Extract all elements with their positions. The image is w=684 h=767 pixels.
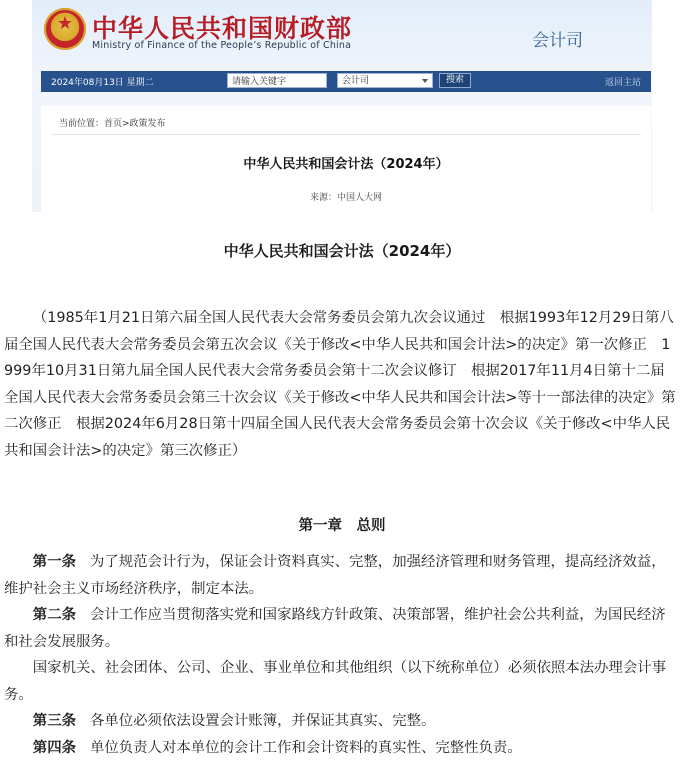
article-item: [4, 655, 676, 708]
article-text: 单位负责人对本单位的会计工作和会计资料的真实性、完整性负责。: [89, 739, 522, 756]
article-title: 中华人民共和国会计法（2024年）: [223, 242, 461, 260]
article-text: 为了规范会计行为，保证会计资料真实、完整，加强经济管理和财务管理，提高经济效益，维护社会主义市场经济秩序，制定本法。: [4, 554, 666, 597]
article-source: 来源：中国人大网: [309, 193, 382, 203]
divider: [51, 134, 641, 135]
chevron-down-icon: [422, 79, 428, 83]
site-title-en: Ministry of Finance of the People’s Republic of China: [92, 40, 352, 51]
article-list: [4, 549, 676, 761]
top-navbar: [41, 71, 651, 92]
article-text: 国家机关、社会团体、公司、企业、事业单位和其他组织（以下统称单位）必须依照本法办理会计事务。: [4, 660, 666, 703]
department-name: 会计司: [532, 31, 583, 51]
department-select[interactable]: [337, 73, 433, 88]
breadcrumb[interactable]: 当前位置：首页>政策发布: [59, 119, 166, 129]
article-preamble: （1985年1月21日第六届全国人民代表大会常务委员会第九次会议通过 根据1993年12月29日第八届全国人民代表大会常务委员会第五次会议《关于修改<中华人民共和国会计法>的决定》第一次修正 1999年10月31日第九届全国人民代表大会常务委员会第十二次会议修订 根据2017年11月4日第十二届全国人民代表大会常务委员会第三十次会议《关于修改<中华人民共和国会计法>等十一部法律的决定》第二次修正 根据2024年6月28日第十四届全国人民代表大会常务委员会第十次会议《关于修改<中华人民共和国会计法>的决定》第三次修正）: [4, 310, 676, 459]
article-number: 第四条: [32, 739, 76, 756]
search-input[interactable]: [227, 73, 327, 88]
article-item: [4, 602, 676, 655]
article-number: 第二条: [32, 607, 76, 623]
article-item: [4, 549, 676, 602]
page-title: 中华人民共和国会计法（2024年）: [243, 157, 449, 172]
national-emblem-icon[interactable]: [44, 8, 86, 50]
article-number: 第三条: [32, 713, 76, 729]
article-text: 各单位必须依法设置会计账簿，并保证其真实、完整。: [89, 713, 436, 729]
return-home-link[interactable]: 返回主站: [604, 78, 641, 88]
site-header-banner: [32, 0, 652, 212]
site-title-cn[interactable]: 中华人民共和国财政部: [92, 14, 353, 43]
article-item: [4, 735, 676, 762]
department-select-value: 会计司: [342, 76, 370, 86]
current-date: 2024年08月13日 星期二: [51, 78, 154, 88]
article-item: [4, 708, 676, 735]
content-panel: [41, 106, 651, 212]
search-button[interactable]: 搜索: [439, 73, 471, 88]
article-text: 会计工作应当贯彻落实党和国家路线方针政策、决策部署，维护社会公共利益，为国民经济和社会发展服务。: [4, 607, 666, 650]
article-number: 第一条: [32, 554, 76, 570]
chapter-heading: 第一章 总则: [298, 518, 386, 534]
